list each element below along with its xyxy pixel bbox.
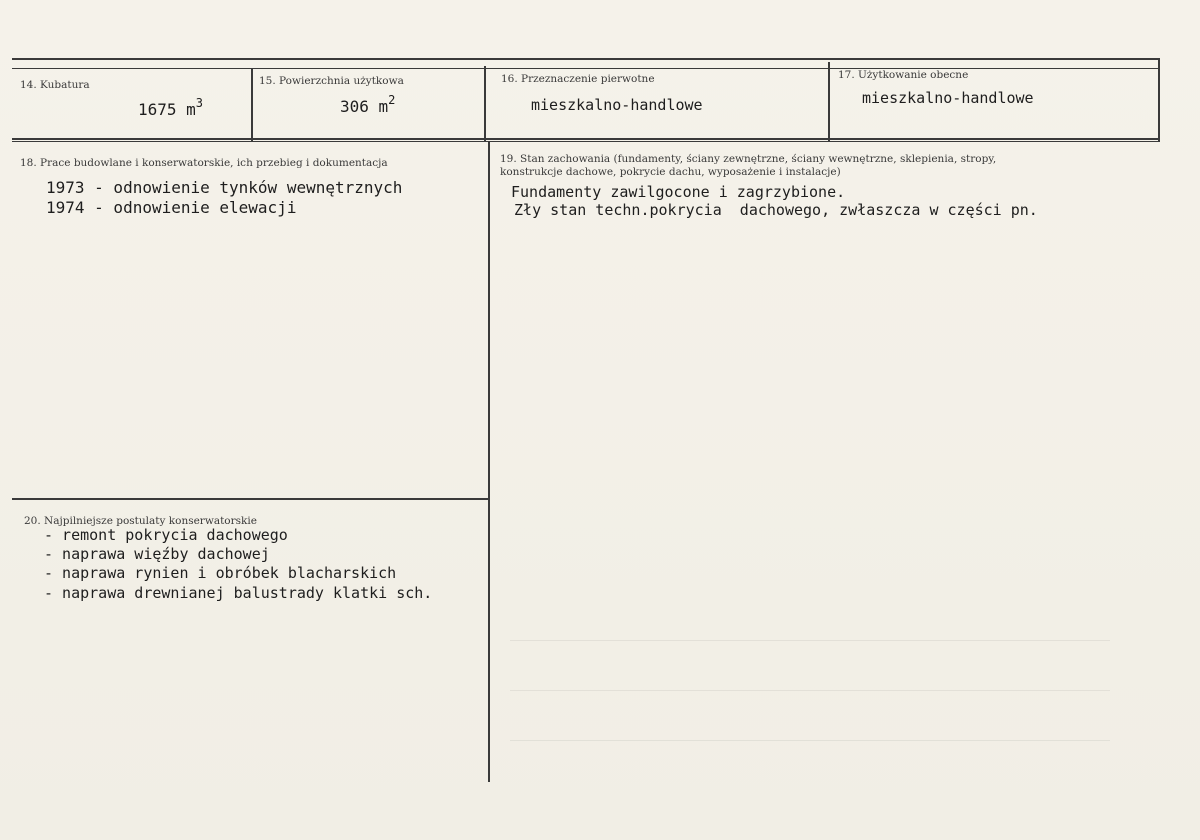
left-mid-rule xyxy=(12,498,488,500)
field-20-label: 20. Najpilniejsze postulaty konserwatorskie xyxy=(24,515,257,527)
faint-line xyxy=(510,740,1110,741)
row1-bottom-rule xyxy=(12,138,1160,140)
faint-line xyxy=(510,640,1110,641)
field-19-label-line2: konstrukcje dachowe, pokrycie dachu, wyposażenie i instalacje) xyxy=(500,166,841,178)
faint-line xyxy=(510,690,1110,691)
field-20-entry: - naprawa drewnianej balustrady klatki sch. xyxy=(44,584,433,602)
field-15-label: 15. Powierzchnia użytkowa xyxy=(259,75,404,87)
field-18-entry: 1973 - odnowienie tynków wewnętrznych xyxy=(46,178,403,197)
field-15-value: 306 $m^2$ xyxy=(340,93,396,116)
divider-15-16 xyxy=(484,66,486,142)
field-19-entry: Zły stan techn.pokrycia dachowego, zwłaszcza w części pn. xyxy=(505,201,1038,219)
field-20-entry: - naprawa więźby dachowej xyxy=(44,545,270,563)
field-19-entry: Fundamenty zawilgocone i zagrzybione. xyxy=(511,183,846,201)
field-16-value: mieszkalno-handlowe xyxy=(531,96,703,114)
field-18-label: 18. Prace budowlane i konserwatorskie, ich przebieg i dokumentacja xyxy=(20,157,388,169)
field-14-label: 14. Kubatura xyxy=(20,79,90,91)
field-20-entry: - naprawa rynien i obróbek blacharskich xyxy=(44,564,397,582)
top-rule xyxy=(12,58,1160,60)
right-border-top xyxy=(1158,58,1160,142)
field-18-entry: 1974 - odnowienie elewacji xyxy=(46,198,297,217)
field-17-label: 17. Użytkowanie obecne xyxy=(838,69,969,81)
row1-bottom-rule-2 xyxy=(12,141,1160,142)
divider-16-17 xyxy=(828,62,830,142)
field-19-label-line1: 19. Stan zachowania (fundamenty, ściany zewnętrzne, ściany wewnętrzne, sklepienia, stropy, xyxy=(500,153,997,165)
field-20-entry: - remont pokrycia dachowego xyxy=(44,526,288,544)
field-16-label: 16. Przeznaczenie pierwotne xyxy=(501,73,655,85)
header-rule xyxy=(12,68,1160,69)
divider-14-15 xyxy=(251,68,253,142)
field-14-value: 1675 $m^3$ xyxy=(138,96,204,119)
main-divider xyxy=(488,142,490,782)
field-17-value: mieszkalno-handlowe xyxy=(862,89,1034,107)
